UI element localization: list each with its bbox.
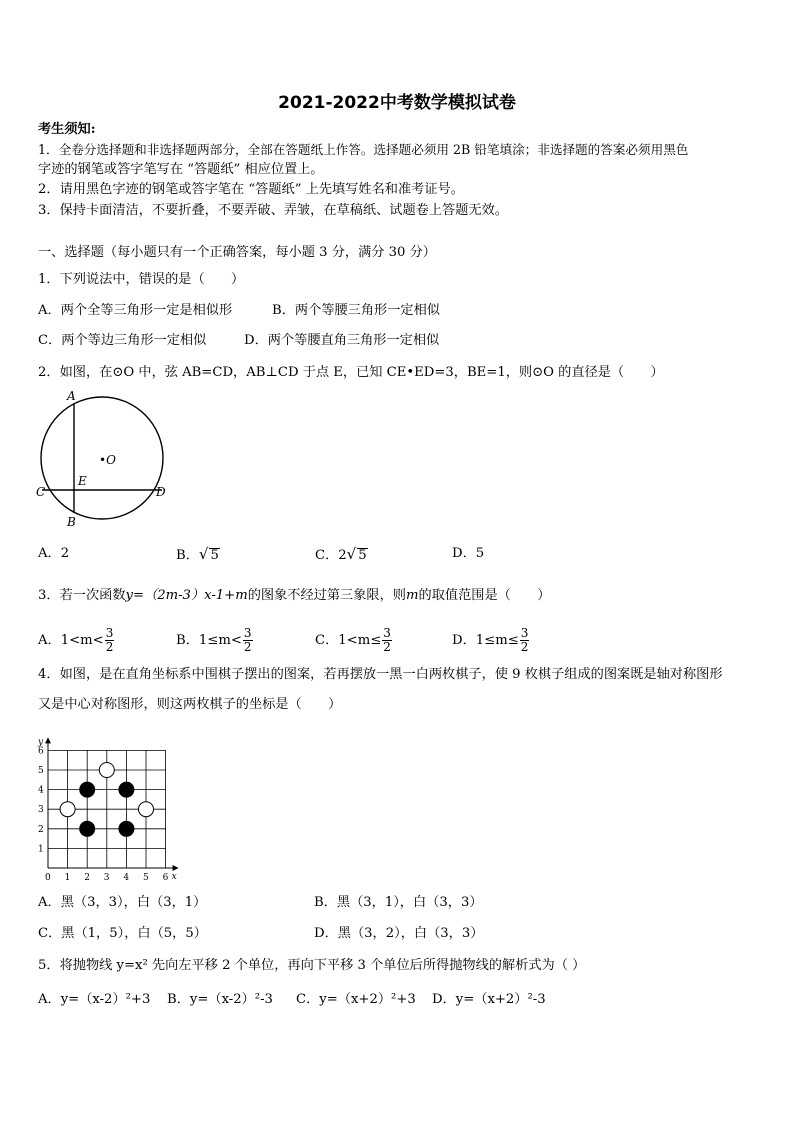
q4-option-a[interactable]: A．黑（3，3），白（3，1） [38,895,207,910]
x-tick-label: 6 [162,873,169,882]
q4-option-b[interactable]: B．黑（3，1），白（3，3） [314,895,483,910]
x-axis-label: x [171,872,177,882]
q5-option-a[interactable]: A．y=（x-2）²+3 [38,992,151,1007]
notice-line: 字迹的钢笔或答字笔写在 “答题纸” 相应位置上。 [38,162,324,177]
black-stone [119,821,134,836]
x-tick-label: 3 [103,873,110,882]
label-d: D [156,485,166,499]
x-tick-label: 4 [123,873,130,882]
q4-stem-line1: 4．如图，是在直角坐标系中围棋子摆出的图案，若再摆放一黑一白两枚棋子，使 9 枚棋子组成的图案既是轴对称图形 [38,667,723,682]
y-tick-label: 5 [38,766,44,776]
x-tick-label: 0 [45,873,51,882]
white-stone [99,763,114,778]
notice-line: 2．请用黑色字迹的钢笔或答字笔在 “答题纸” 上先填写姓名和准考证号。 [38,182,464,197]
sqrt-icon: √ [198,545,209,563]
y-axis-arrow-icon [45,737,51,743]
q5-stem: 5．将抛物线 y=x² 先向左平移 2 个单位，再向下平移 3 个单位后所得抛物线的解析式为（ ） [38,958,586,973]
notice-heading: 考生须知: [38,122,96,137]
black-stone [80,821,95,836]
q2-stem: 2．如图，在⊙O 中，弦 AB=CD，AB⊥CD 于点 E，已知 CE•ED=3，BE=1，则⊙O 的直径是（ ） [38,365,664,380]
label-o: •O [99,453,116,467]
label-c: C [36,485,46,499]
y-tick-label: 6 [38,746,44,757]
q4-coordinate-grid [28,726,198,882]
fraction: $\frac{3}{2}$ [243,626,252,654]
label-a: A [67,389,76,403]
section-heading: 一、选择题（每小题只有一个正确答案，每小题 3 分，满分 30 分） [38,245,436,260]
q4-option-d[interactable]: D．黑（3，2），白（3，3） [314,926,484,941]
black-stone [119,782,134,797]
notice-line: 3．保持卡面清洁，不要折叠，不要弄破、弄皱，在草稿纸、试题卷上答题无效。 [38,203,508,218]
q2-option-b[interactable]: B．√ 5 [176,545,219,563]
y-tick-label: 4 [38,785,44,796]
q4-stem-line2: 又是中心对称图形，则这两枚棋子的坐标是（ ） [38,697,342,712]
q1-stem: 1．下列说法中，错误的是（ ） [38,272,245,287]
page-title: 2021-2022中考数学模拟试卷 [278,93,516,113]
q1-option-c[interactable]: C．两个等边三角形一定相似 [38,333,207,348]
q5-option-d[interactable]: D．y=（x+2）²-3 [432,992,546,1007]
notice-line: 1．全卷分选择题和非选择题两部分，全部在答题纸上作答。选择题必须用 2B 铅笔填涂；非选择题的答案必须用黑色 [38,142,689,157]
white-stone [60,802,75,817]
fraction: $\frac{3}{2}$ [383,626,391,654]
fraction: $\frac{3}{2}$ [520,626,529,654]
x-tick-label: 2 [84,873,90,882]
x-tick-label: 1 [64,873,71,882]
q5-option-c[interactable]: C．y=（x+2）²+3 [296,992,416,1007]
q2-option-c[interactable]: C．2√ 5 [315,545,367,563]
q2-option-a[interactable]: A．2 [38,546,70,561]
y-tick-label: 3 [38,805,44,816]
q2-option-d[interactable]: D．5 [452,546,485,561]
q1-option-a[interactable]: A．两个全等三角形一定是相似形 [38,303,233,318]
fraction: $\frac{3}{2}$ [105,626,114,654]
sqrt-icon: √ [346,545,357,563]
y-tick-label: 1 [38,844,44,855]
black-stone [80,782,95,797]
white-stone [139,802,154,817]
label-b: B [67,515,76,529]
q3-option-a[interactable]: A．1<m< $\frac{3}{2}$ [38,626,114,654]
q3-option-b[interactable]: B．1≤m< $\frac{3}{2}$ [176,626,252,654]
q3-option-c[interactable]: C．1<m≤ $\frac{3}{2}$ [315,626,391,654]
q1-option-b[interactable]: B．两个等腰三角形一定相似 [272,303,440,318]
q4-option-c[interactable]: C．黑（1，5），白（5，5） [38,926,207,941]
q1-option-d[interactable]: D．两个等腰直角三角形一定相似 [244,333,440,348]
q2-circle-diagram [30,386,180,531]
q3-stem: 3．若一次函数y=（2m-3）x-1+m的图象不经过第三象限，则m的取值范围是（ ） [38,588,551,603]
x-tick-label: 5 [143,873,149,882]
y-axis-label: y [38,737,44,748]
q3-option-d[interactable]: D．1≤m≤ $\frac{3}{2}$ [452,626,529,654]
x-axis-arrow-icon [173,865,179,871]
q5-option-b[interactable]: B．y=（x-2）²-3 [167,992,273,1007]
y-tick-label: 2 [38,824,44,835]
label-e: E [78,474,87,488]
